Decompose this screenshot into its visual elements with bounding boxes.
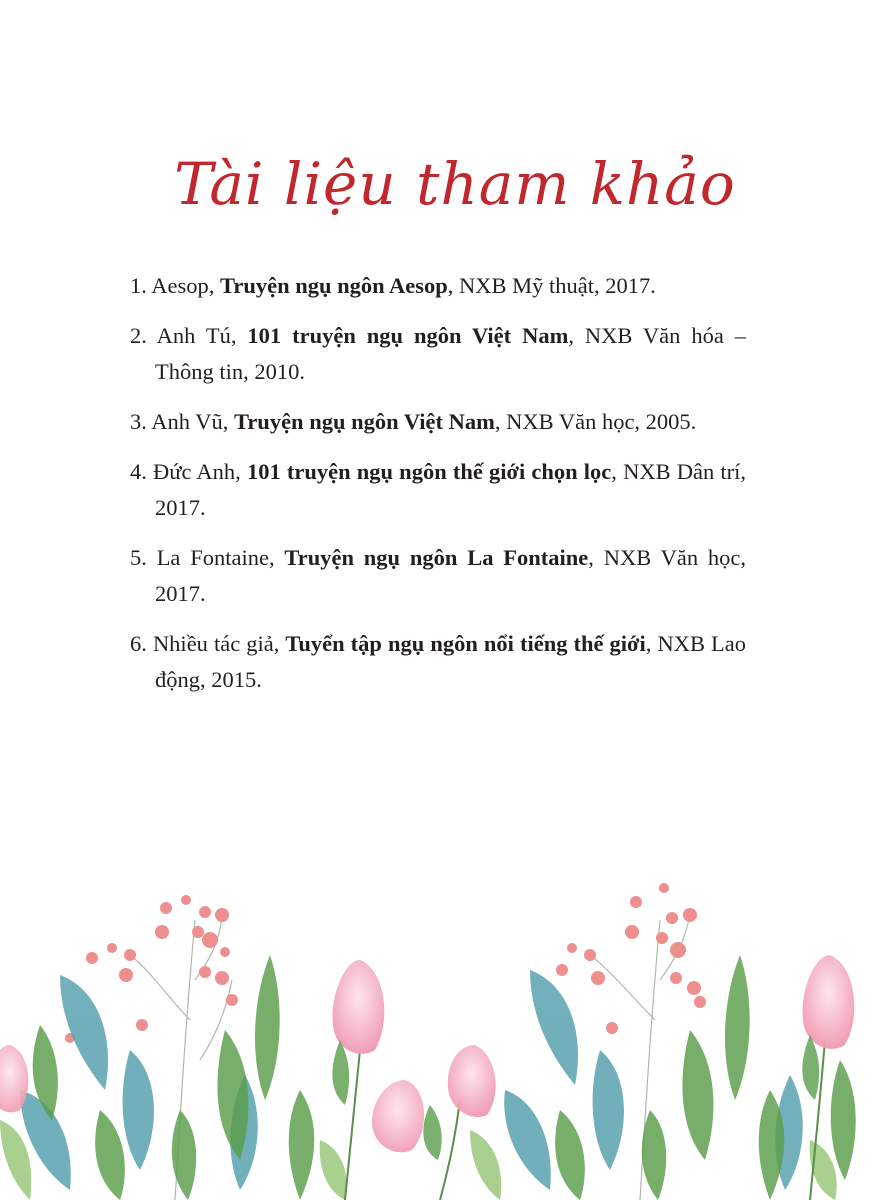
reference-author: Nhiều tác giả, [152, 631, 286, 656]
right-flower-cluster [470, 883, 856, 1200]
pink-bud [0, 1045, 28, 1112]
reference-book-title: Truyện ngụ ngôn La Fontaine [284, 545, 589, 570]
reference-publisher: , NXB Văn học, 2017. [155, 545, 746, 606]
reference-publisher: , NXB Mỹ thuật, 2017. [447, 273, 656, 298]
reference-number: 5. [130, 545, 147, 570]
reference-item [130, 268, 746, 304]
reference-item [130, 318, 746, 390]
pink-bud [372, 1080, 424, 1152]
pink-bud [333, 960, 385, 1054]
reference-book-title: 101 truyện ngụ ngôn Việt Nam [247, 323, 569, 348]
reference-author: La Fontaine, [156, 545, 285, 570]
reference-publisher: , NXB Văn hóa – Thông tin, 2010. [155, 323, 747, 384]
berry-cluster [556, 883, 706, 1034]
floral-border-illustration [0, 860, 880, 1200]
reference-author: Aesop, [151, 273, 221, 298]
reference-list [130, 268, 746, 712]
pink-bud [803, 955, 855, 1049]
reference-author: Anh Vũ, [151, 409, 234, 434]
reference-author: Đức Anh, [153, 459, 247, 484]
reference-item [130, 626, 746, 698]
left-flower-cluster [0, 895, 496, 1200]
page-title: Tài liệu tham khảo [174, 150, 736, 218]
reference-author: Anh Tú, [156, 323, 248, 348]
reference-item [130, 540, 746, 612]
reference-book-title: Tuyển tập ngụ ngôn nổi tiếng thế giới [285, 631, 646, 656]
reference-number: 6. [130, 631, 147, 656]
reference-number: 3. [130, 409, 147, 434]
pink-bud [448, 1045, 496, 1117]
reference-number: 2. [130, 323, 147, 348]
reference-book-title: 101 truyện ngụ ngôn thế giới chọn lọc [246, 459, 612, 484]
reference-publisher: , NXB Dân trí, 2017. [155, 459, 747, 520]
reference-publisher: , NXB Lao động, 2015. [155, 631, 746, 692]
reference-item [130, 454, 746, 526]
reference-item [130, 404, 746, 440]
reference-number: 1. [130, 273, 147, 298]
reference-number: 4. [130, 459, 147, 484]
reference-publisher: , NXB Văn học, 2005. [494, 409, 697, 434]
reference-book-title: Truyện ngụ ngôn Việt Nam [233, 409, 495, 434]
reference-book-title: Truyện ngụ ngôn Aesop [220, 273, 448, 298]
